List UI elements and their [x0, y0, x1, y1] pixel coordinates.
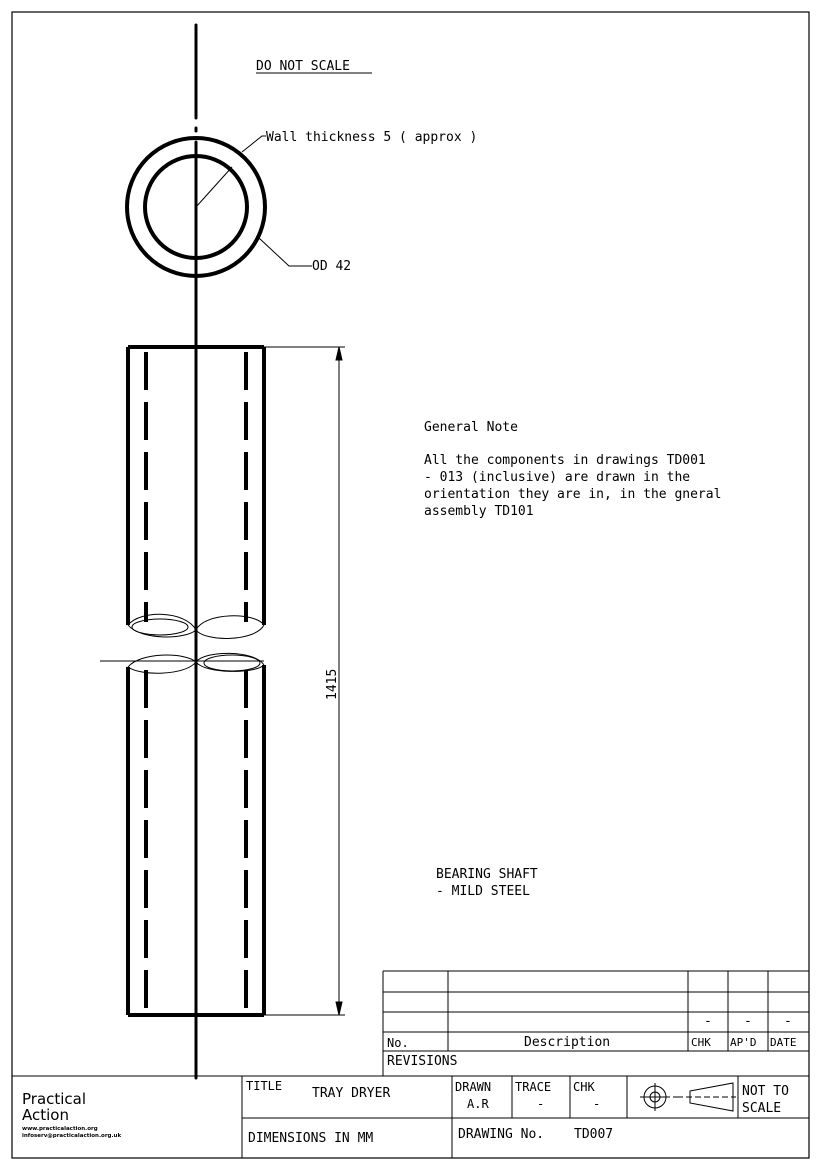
company-name-line-2: Action: [22, 1106, 69, 1124]
drawn-value: A.R: [467, 1097, 489, 1111]
company-name-line-1: Practical: [22, 1090, 87, 1108]
scale-line-2: SCALE: [742, 1101, 782, 1116]
rev-chk-dash: -: [704, 1014, 712, 1029]
rev-header-no: No.: [387, 1036, 409, 1050]
drawing-number-label: DRAWING No.: [458, 1127, 545, 1142]
revisions-label: REVISIONS: [387, 1054, 458, 1069]
rev-header-apd: AP'D: [730, 1036, 757, 1049]
rev-date-dash: -: [784, 1014, 792, 1029]
drawing-number-value: TD007: [574, 1127, 614, 1142]
general-note-line-3: orientation they are in, in the gneral: [424, 487, 722, 502]
title-value: TRAY DRYER: [312, 1086, 391, 1101]
do-not-scale-notice: DO NOT SCALE: [256, 59, 350, 74]
title-block: [12, 1076, 809, 1158]
trace-label: TRACE: [515, 1080, 552, 1094]
company-email: infoserv@practicalaction.org.uk: [22, 1133, 122, 1139]
od-callout: OD 42: [312, 259, 352, 274]
part-name: BEARING SHAFT: [436, 867, 538, 882]
title-label: TITLE: [246, 1079, 283, 1093]
wall-leader: [242, 136, 266, 152]
rev-header-chk: CHK: [691, 1036, 711, 1049]
company-website: www.practicalaction.org: [22, 1126, 98, 1132]
general-note-line-1: All the components in drawings TD001: [424, 453, 706, 468]
scale-line-1: NOT TO: [742, 1084, 789, 1099]
rev-apd-dash: -: [744, 1014, 752, 1029]
chk-label: CHK: [573, 1080, 595, 1094]
general-note-line-2: - 013 (inclusive) are drawn in the: [424, 470, 691, 485]
wall-thickness-callout: Wall thickness 5 ( approx ): [266, 130, 478, 145]
rev-header-date: DATE: [770, 1036, 797, 1049]
length-dimension-label: 1415: [325, 668, 340, 700]
rev-header-description: Description: [524, 1035, 611, 1050]
general-note-line-4: assembly TD101: [424, 504, 534, 519]
chk-value: -: [593, 1097, 601, 1111]
od-leader: [259, 238, 312, 266]
general-note-heading: General Note: [424, 420, 518, 435]
dimensions-note: DIMENSIONS IN MM: [248, 1131, 374, 1146]
part-material: - MILD STEEL: [436, 884, 530, 899]
drawn-label: DRAWN: [455, 1080, 492, 1094]
projection-symbol-icon: [640, 1083, 736, 1111]
shaft-lower: [100, 653, 264, 1015]
radius-line: [196, 167, 232, 207]
trace-value: -: [537, 1097, 545, 1111]
